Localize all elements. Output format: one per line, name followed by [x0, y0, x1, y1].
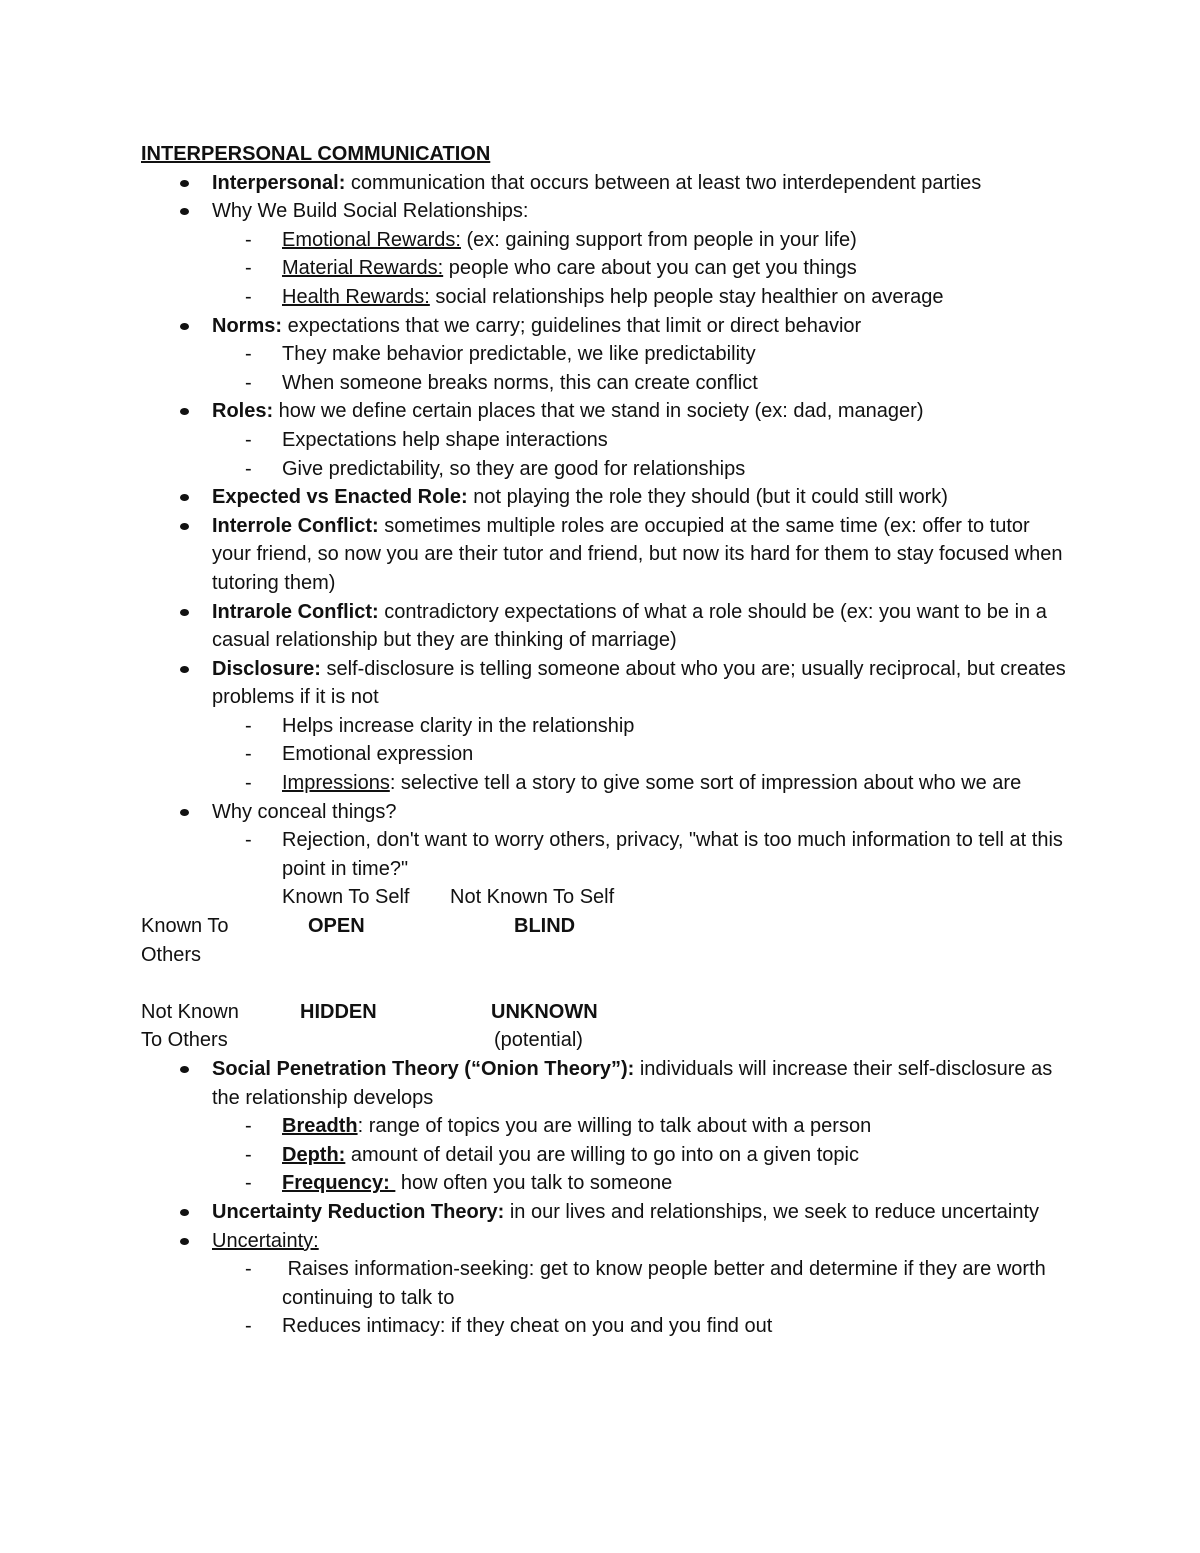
- term-label: Roles:: [212, 400, 274, 423]
- bullet-icon: [180, 523, 189, 530]
- bullet-norms: [141, 312, 1071, 341]
- sub-text: They make behavior predictable, we like predictability: [282, 343, 756, 366]
- johari-row1-label-b: Others: [141, 943, 202, 966]
- bullet-why-conceal: [141, 798, 1071, 827]
- bullet-icon: [180, 323, 189, 330]
- term-label: Health Rewards:: [282, 285, 430, 308]
- bullet-icon: [180, 1238, 189, 1245]
- dash-icon: -: [245, 829, 252, 852]
- dash-icon: -: [245, 1172, 252, 1195]
- sub-frequency: [141, 1169, 1071, 1198]
- bullet-intrarole: [141, 598, 1071, 655]
- term-definition: expectations that we carry; guidelines that limit or direct behavior: [282, 314, 862, 337]
- dash-icon: -: [245, 285, 252, 308]
- bullet-icon: [180, 809, 189, 816]
- term-definition: individuals will increase their self-disclosure as the relationship develops: [212, 1058, 1053, 1109]
- bullet-uncertainty: [141, 1227, 1071, 1256]
- bullet-why-build: [141, 197, 1071, 226]
- term-label: Breadth: [282, 1115, 358, 1138]
- dash-icon: -: [245, 1258, 252, 1281]
- page-title: INTERPERSONAL COMMUNICATION: [141, 143, 491, 165]
- johari-col-known: Known To Self: [282, 886, 410, 909]
- sub-disclosure-1: [141, 712, 1071, 741]
- sub-text: When someone breaks norms, this can create conflict: [282, 371, 758, 394]
- term-label: Uncertainty:: [212, 1229, 319, 1252]
- johari-blind: BLIND: [514, 915, 576, 938]
- dash-icon: -: [245, 1315, 252, 1338]
- bullet-icon: [180, 1209, 189, 1216]
- bullet-icon: [180, 180, 189, 187]
- term-label: Uncertainty Reduction Theory:: [212, 1200, 505, 1223]
- johari-col-not-known: Not Known To Self: [450, 886, 615, 909]
- sub-text: Give predictability, so they are good for relationships: [282, 457, 746, 480]
- johari-hidden: HIDDEN: [300, 1000, 377, 1023]
- johari-row2-label-b: To Others: [141, 1029, 228, 1052]
- term-definition: not playing the role they should (but it could still work): [467, 486, 948, 509]
- dash-icon: -: [245, 1143, 252, 1166]
- sub-norms-2: [141, 369, 1071, 398]
- sub-material: [141, 254, 1071, 283]
- term-label: Depth:: [282, 1143, 346, 1166]
- notes-body: [141, 140, 1071, 1341]
- dash-icon: -: [245, 228, 252, 251]
- bullet-icon: [180, 609, 189, 616]
- dash-icon: -: [245, 772, 252, 795]
- term-label: Norms:: [212, 314, 283, 337]
- term-label: Material Rewards:: [282, 257, 444, 280]
- term-label: Disclosure:: [212, 657, 321, 680]
- sub-roles-1: [141, 426, 1071, 455]
- sub-text: Emotional expression: [282, 743, 474, 766]
- term-label: Interpersonal:: [212, 171, 346, 194]
- bullet-interrole: [141, 512, 1071, 598]
- dash-icon: -: [245, 343, 252, 366]
- bullet-expected: [141, 483, 1071, 512]
- term-definition: how often you talk to someone: [395, 1172, 673, 1195]
- bullet-icon: [180, 208, 189, 215]
- term-label: Intrarole Conflict:: [212, 600, 379, 623]
- bullet-icon: [180, 494, 189, 501]
- bullet-uncertainty-reduction: [141, 1198, 1071, 1227]
- term-label: Social Penetration Theory (“Onion Theory”):: [212, 1058, 635, 1080]
- spacer: [141, 969, 1071, 998]
- bullet-text: Why conceal things?: [212, 800, 397, 823]
- dash-icon: -: [245, 743, 252, 766]
- sub-depth: [141, 1141, 1071, 1170]
- johari-row1-cont: [141, 941, 1071, 970]
- johari-row2-cont: [141, 1026, 1071, 1055]
- sub-impressions: [141, 769, 1071, 798]
- bullet-icon: [180, 408, 189, 415]
- term-definition: communication that occurs between at least two interdependent parties: [345, 171, 982, 194]
- dash-icon: -: [245, 371, 252, 394]
- term-definition: sometimes multiple roles are occupied at the same time (ex: offer to tutor your friend, so now you are their tutor and friend, but now its hard for them to stay focused when tutoring them): [212, 514, 1063, 594]
- term-label: Expected vs Enacted Role:: [212, 486, 468, 509]
- bullet-interpersonal: [141, 169, 1071, 198]
- johari-row2-label-a: Not Known: [141, 1000, 239, 1023]
- johari-open: OPEN: [308, 915, 365, 938]
- term-label: Emotional Rewards:: [282, 228, 461, 251]
- sub-breadth: [141, 1112, 1071, 1141]
- sub-text: Rejection, don't want to worry others, privacy, "what is too much information to tell at this point in time?": [282, 829, 1063, 880]
- bullet-text: Why We Build Social Relationships:: [212, 200, 529, 223]
- sub-text: Expectations help shape interactions: [282, 428, 608, 451]
- term-label: Frequency:: [282, 1172, 396, 1195]
- bullet-icon: [180, 666, 189, 673]
- johari-row1: [141, 912, 1071, 941]
- johari-row1-label-a: Known To: [141, 915, 229, 938]
- sub-emotional: [141, 226, 1071, 255]
- sub-disclosure-2: [141, 740, 1071, 769]
- johari-window: [141, 883, 1071, 1055]
- term-definition: self-disclosure is telling someone about who you are; usually reciprocal, but creates problems if it is not: [212, 657, 1066, 709]
- sub-text: Raises information-seeking: get to know people better and determine if they are worth continuing to talk to: [282, 1258, 1052, 1309]
- term-definition: amount of detail you are willing to go into on a given topic: [345, 1143, 859, 1166]
- dash-icon: -: [245, 428, 252, 451]
- dash-icon: -: [245, 257, 252, 280]
- bullet-roles: [141, 397, 1071, 426]
- term-definition: : selective tell a story to give some sort of impression about who we are: [389, 772, 1022, 795]
- johari-unknown: UNKNOWN: [491, 1000, 598, 1023]
- term-definition: social relationships help people stay healthier on average: [429, 285, 944, 308]
- sub-text: Reduces intimacy: if they cheat on you and you find out: [282, 1315, 773, 1338]
- term-definition: people who care about you can get you things: [443, 257, 857, 280]
- term-definition: (ex: gaining support from people in your life): [460, 228, 857, 251]
- term-definition: how we define certain places that we stand in society (ex: dad, manager): [273, 400, 924, 423]
- bullet-disclosure: [141, 655, 1071, 712]
- sub-uncertainty-2: [141, 1312, 1071, 1341]
- bullet-icon: [180, 1066, 189, 1073]
- dash-icon: -: [245, 1115, 252, 1138]
- johari-header-row: [141, 883, 1071, 912]
- sub-norms-1: [141, 340, 1071, 369]
- term-label: Impressions: [282, 772, 390, 795]
- bullet-social-penetration: [141, 1055, 1071, 1112]
- dash-icon: -: [245, 457, 252, 480]
- sub-conceal-1: [141, 826, 1071, 883]
- term-definition: in our lives and relationships, we seek to reduce uncertainty: [504, 1200, 1040, 1223]
- term-definition: contradictory expectations of what a role should be (ex: you want to be in a casual relationship but they are thinking of marriage): [212, 600, 1047, 652]
- dash-icon: -: [245, 714, 252, 737]
- sub-health: [141, 283, 1071, 312]
- sub-uncertainty-1: [141, 1255, 1071, 1312]
- sub-roles-2: [141, 455, 1071, 484]
- term-definition: : range of topics you are willing to talk about with a person: [357, 1115, 872, 1138]
- sub-text: Helps increase clarity in the relationship: [282, 714, 635, 737]
- johari-potential: (potential): [494, 1029, 583, 1052]
- johari-row2: [141, 998, 1071, 1027]
- term-label: Interrole Conflict:: [212, 514, 379, 537]
